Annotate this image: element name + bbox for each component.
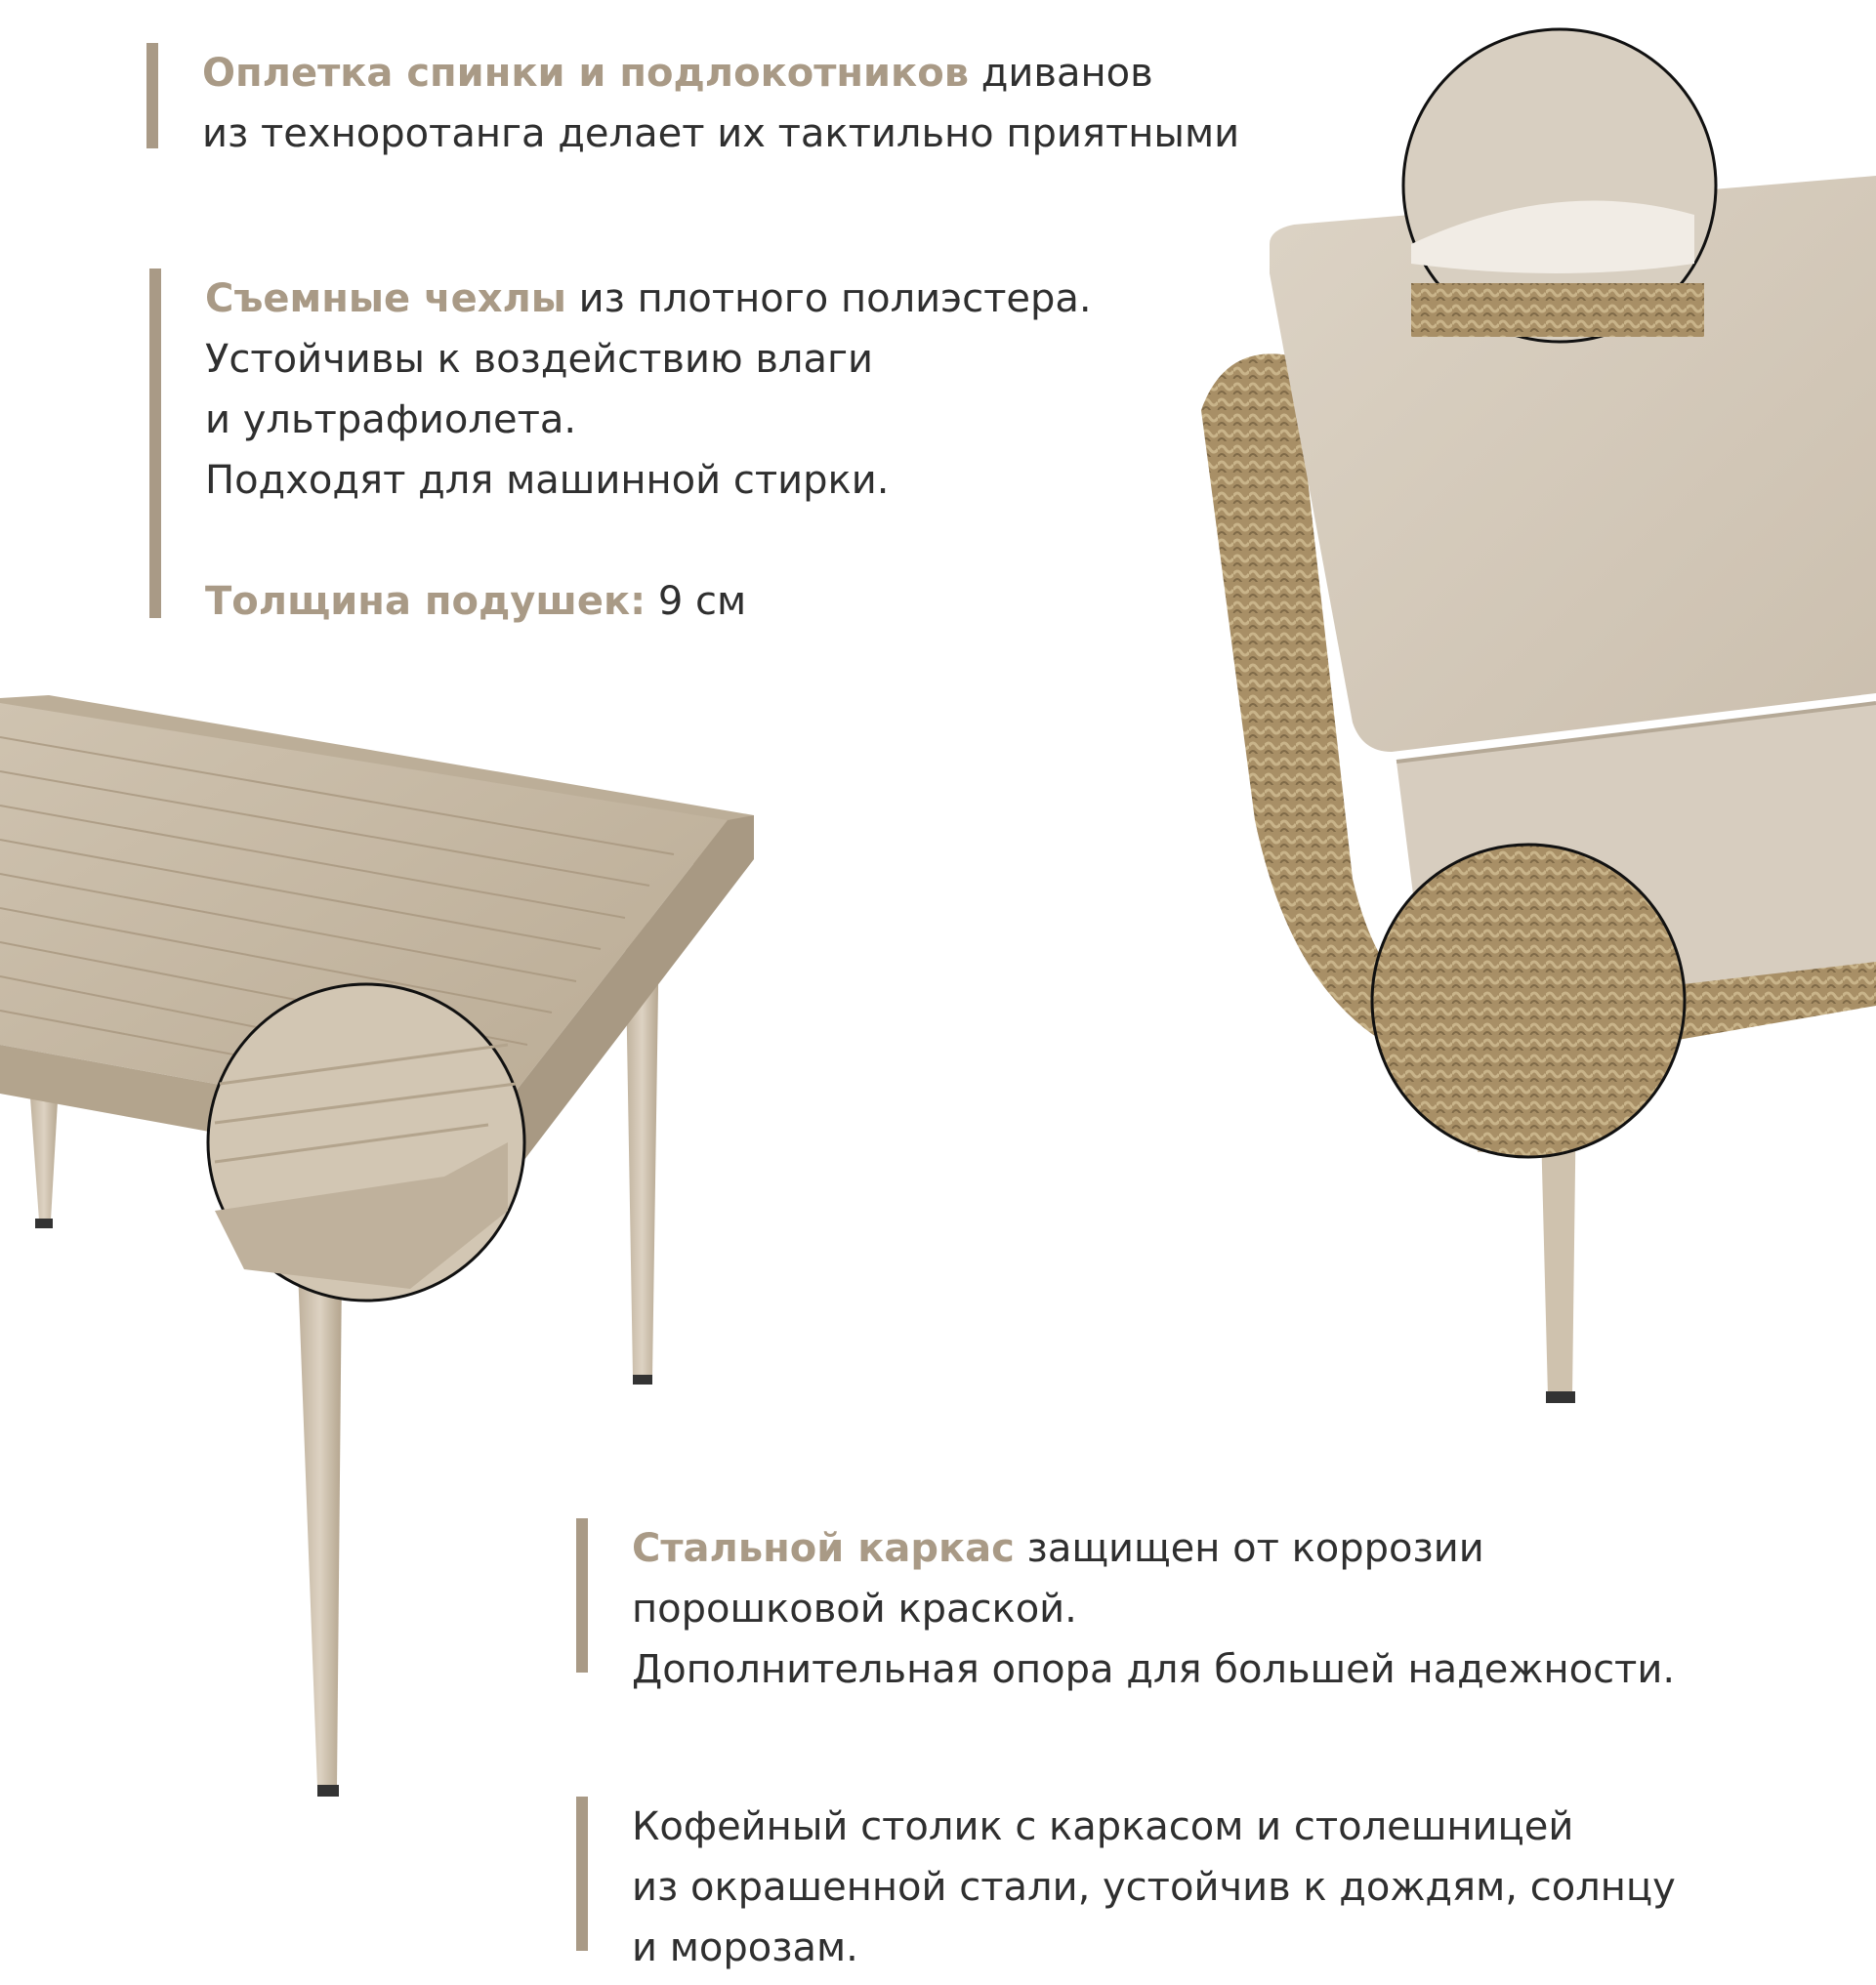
feature-frame-line3: Дополнительная опора для большей надежности. bbox=[632, 1647, 1676, 1692]
feature-table-line1: Кофейный столик с каркасом и столешницей bbox=[632, 1804, 1574, 1849]
accent-bar bbox=[576, 1518, 588, 1673]
feature-table-line2: из окрашенной стали, устойчив к дождям, солнцу bbox=[632, 1865, 1676, 1910]
feature-covers-text: из плотного полиэстера. bbox=[565, 276, 1092, 321]
accent-bar bbox=[576, 1797, 588, 1951]
feature-frame-text: защищен от коррозии bbox=[1014, 1526, 1484, 1571]
accent-bar bbox=[149, 269, 161, 618]
thickness-label: Толщина подушек: bbox=[205, 579, 646, 624]
accent-bar bbox=[146, 43, 158, 148]
feature-covers-line4: Подходят для машинной стирки. bbox=[205, 458, 890, 503]
feature-rattan-title: Оплетка спинки и подлокотников bbox=[202, 51, 969, 96]
thickness-value: 9 см bbox=[646, 579, 747, 624]
wicker-sofa-image bbox=[1187, 20, 1876, 1406]
feature-frame-title: Стальной каркас bbox=[632, 1526, 1015, 1571]
feature-covers-line2: Устойчивы к воздействию влаги bbox=[205, 337, 874, 382]
feature-rattan-text: диванов bbox=[969, 51, 1153, 96]
feature-rattan-line2: из техноротанга делает их тактильно приятными bbox=[202, 111, 1240, 156]
feature-covers-title: Съемные чехлы bbox=[205, 276, 566, 321]
feature-table-line3: и морозам. bbox=[632, 1925, 858, 1970]
feature-frame-line2: порошковой краской. bbox=[632, 1587, 1077, 1632]
feature-covers-line3: и ультрафиолета. bbox=[205, 397, 577, 442]
